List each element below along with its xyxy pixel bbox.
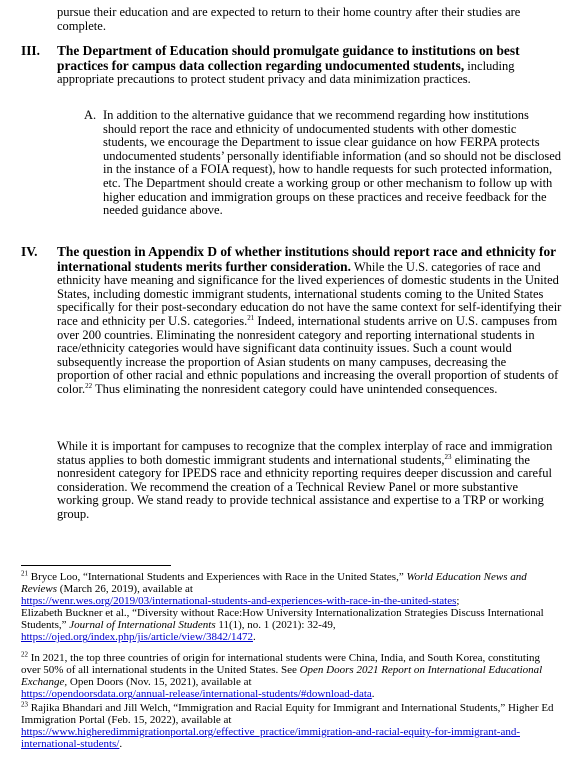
footnote-23-end: . bbox=[119, 738, 123, 751]
footnote-23-link[interactable]: https://www.higheredimmigrationportal.org/effective_practice/immigration-and-racial-equity-for-immigrant-and-international-students/ bbox=[21, 726, 520, 751]
section-iv-text-c: Thus eliminating the nonresident category could have unintended consequences. bbox=[92, 381, 498, 396]
section-iv-heading: The question in Appendix D of whether institutions should report race and ethnicity for international students merits further consideration. bbox=[57, 244, 556, 274]
footnote-21-sep: ; bbox=[456, 595, 460, 608]
footnote-22-end: . bbox=[371, 688, 375, 701]
footnote-21-volume: 11(1), no. 1 (2021): 32-49, bbox=[215, 619, 336, 632]
footnote-divider bbox=[21, 565, 171, 566]
footnote-23-text: Rajika Bhandari and Jill Welch, “Immigration and Racial Equity for Immigrant and International Students,” Higher Ed Immigration Portal (Feb. 15, 2022), available at bbox=[21, 702, 554, 727]
footnote-ref-21[interactable]: 21 bbox=[247, 313, 255, 322]
footnote-21-journal: Journal of International Students bbox=[69, 619, 216, 632]
footnote-ref-23[interactable]: 23 bbox=[444, 452, 452, 461]
continuation-paragraph: pursue their education and are expected to return to their home country after their studies are complete. bbox=[57, 5, 521, 33]
section-iii-body bbox=[57, 44, 562, 87]
footnote-23-number: 23 bbox=[21, 700, 28, 709]
section-iv-text-b: Indeed, international students arrive on U.S. campuses from over 200 countries. Eliminating the nonresident category and reporting international students in race/ethnicity categories would have significant data continuity issues. Such a count would subsequently increase the proportion of Asian students on many campuses, decreasing the proportion of other racial and ethnic populations and increasing the overall proportion of students of color. bbox=[57, 313, 559, 396]
footnote-22-link[interactable]: https://opendoorsdata.org/annual-release/international-students/#download-data bbox=[21, 688, 372, 701]
section-iv-number: IV. bbox=[21, 244, 38, 259]
section-iii-number: III. bbox=[21, 43, 40, 58]
footnote-21-link-2[interactable]: https://ojed.org/index.php/jis/article/view/3842/1472 bbox=[21, 631, 253, 644]
section-iv-paragraph-1 bbox=[57, 245, 562, 397]
subsection-a-label: A. bbox=[84, 108, 97, 122]
paragraph-2-text-b: eliminating the nonresident category for IPEDS race and ethnicity reporting requires deeper discussion and careful consideration. We recommend the creation of a Technical Review Panel or more substantive working group. We stand ready to provide technical assistance and expertise to a TRP or working group. bbox=[57, 452, 552, 521]
footnote-22-source: Open Doors (Nov. 15, 2021), available at bbox=[67, 676, 252, 689]
section-iv-paragraph-2 bbox=[57, 440, 562, 522]
footnote-23 bbox=[21, 702, 562, 750]
footnote-22 bbox=[21, 652, 562, 700]
section-iv-text-a: While the U.S. categories of race and ethnicity have meaning and significance for the lived experiences of domestic students in the United States, including domestic immigrant students, international students coming to the United States specifically for their post-secondary education do not have the same context for self-identifying their race and ethnicity per U.S. categories. bbox=[57, 259, 562, 328]
footnote-22-text: In 2021, the top three countries of origin for international students were China, India, and South Korea, constituting over 50% of all international students in the United States. See bbox=[21, 652, 540, 677]
section-iii-heading: The Department of Education should promulgate guidance to institutions on best practices for campus data collection regarding undocumented students, bbox=[57, 43, 520, 73]
footnote-21-text-2: Elizabeth Buckner et al., “Diversity without Race:How University Internationalization Strategies Discuss International Students,” bbox=[21, 607, 544, 632]
footnote-21 bbox=[21, 571, 562, 644]
footnote-21-end: . bbox=[253, 631, 256, 644]
footnote-22-report: Open Doors 2021 Report on International Educational Exchange, bbox=[21, 664, 543, 689]
footnote-21-text: Bryce Loo, “International Students and Experiences with Race in the United States,” bbox=[28, 571, 407, 583]
section-iii-text: including appropriate precautions to protect student privacy and data minimization practices. bbox=[57, 58, 515, 87]
footnote-21-publication: World Education News and Reviews bbox=[21, 571, 527, 596]
footnote-ref-22[interactable]: 22 bbox=[85, 381, 93, 390]
footnote-21-number: 21 bbox=[21, 569, 28, 578]
footnote-22-number: 22 bbox=[21, 650, 28, 659]
paragraph-2-text-a: While it is important for campuses to recognize that the complex interplay of race and immigration status applies to both domestic immigrant students and international students, bbox=[57, 439, 553, 467]
subsection-a-text: In addition to the alternative guidance that we recommend regarding how institutions should report the race and ethnicity of undocumented students with other domestic students, we encourage the Department to issue clear guidance on how FERPA protects undocumented students’ personally identifiable information (and so should not be disclosed in the instance of a FOIA request), how to handle requests for such protected information, etc. The Department should create a working group or other mechanism to follow up with higher education and immigration groups on these practices and receive feedback for the needed guidance above. bbox=[103, 108, 562, 218]
footnote-21-link-1[interactable]: https://wenr.wes.org/2019/03/international-students-and-experiences-with-race-in-the-united-states bbox=[21, 595, 457, 608]
footnote-21-date: (March 26, 2019), available at bbox=[57, 583, 193, 596]
